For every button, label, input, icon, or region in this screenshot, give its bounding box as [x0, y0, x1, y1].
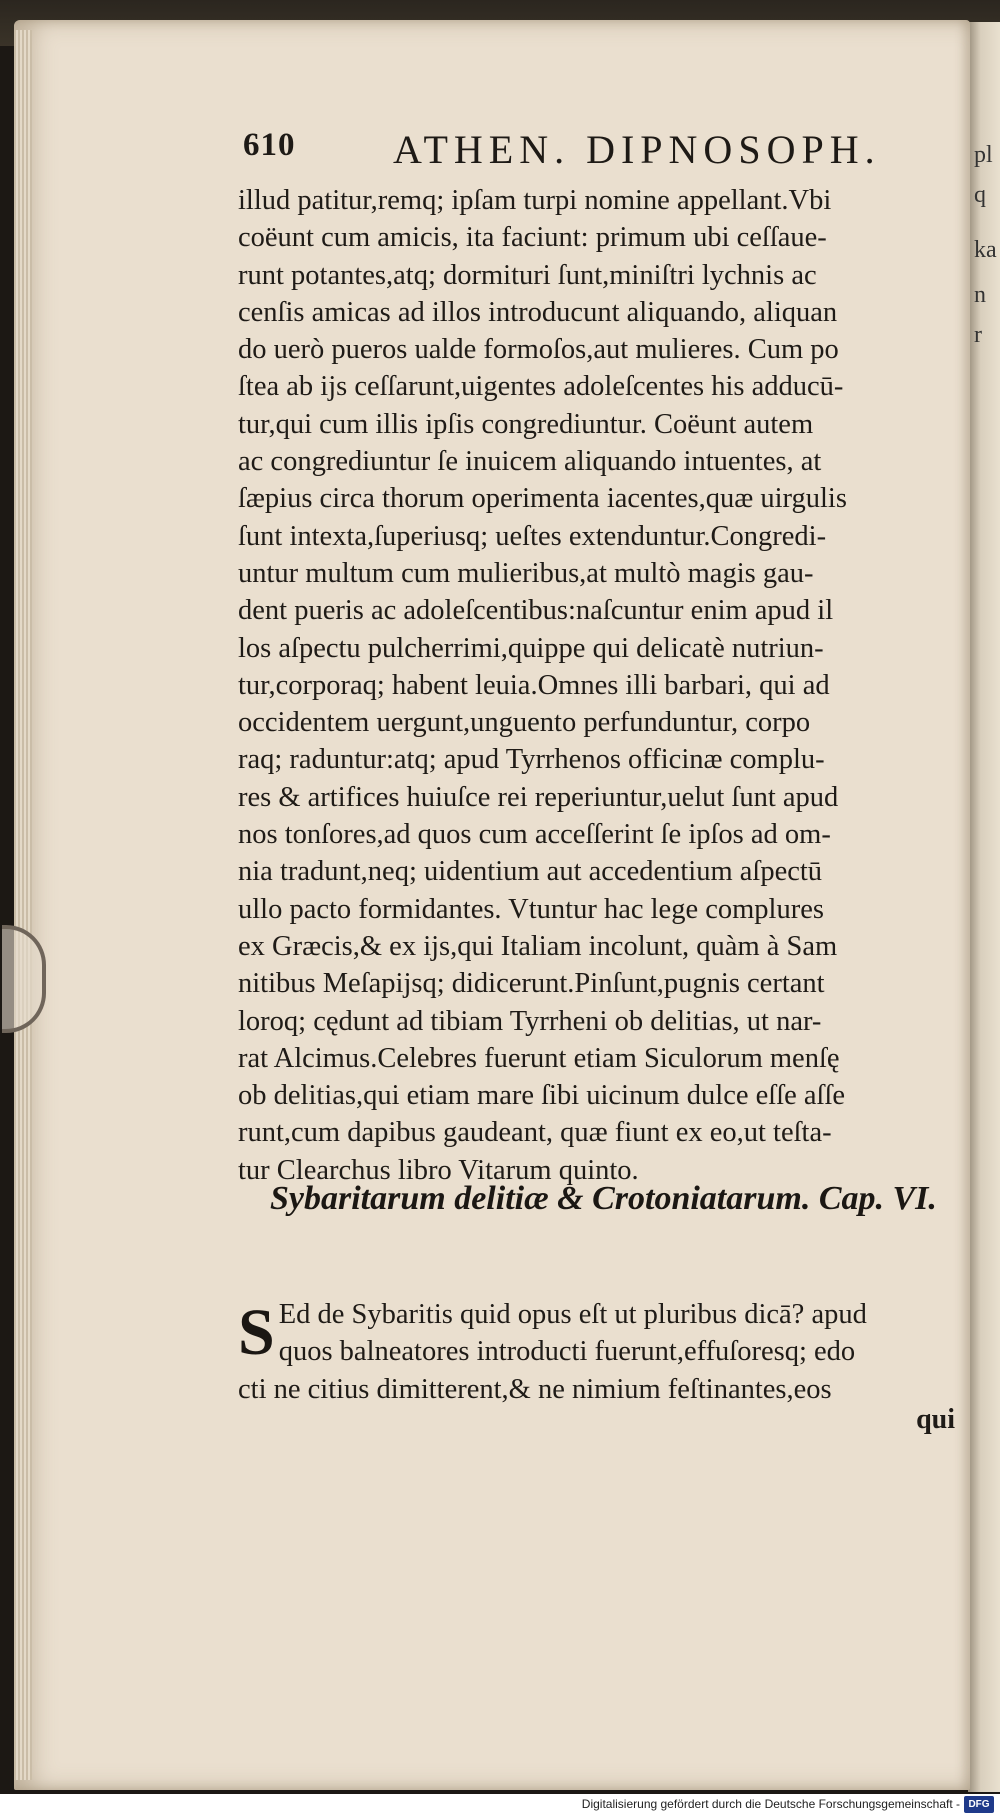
text-line: runt,cum dapibus gaudeant, quæ fiunt ex eo,ut teſta-	[238, 1117, 832, 1149]
text-line: coëunt cum amicis, ita faciunt: primum ubi ceſſaue-	[238, 222, 827, 254]
text-line: ſæpius circa thorum operimenta iacentes,quæ uirgulis	[238, 483, 847, 515]
adjacent-page-fragment: pl	[974, 142, 993, 168]
text-line: ſtea ab ijs ceſſarunt,uigentes adoleſcentes his adducū-	[238, 371, 844, 403]
text-line: cti ne citius dimitterent,& ne nimium feſtinantes,eos	[238, 1373, 832, 1405]
text-line: Ed de Sybaritis quid opus eſt ut pluribus dicā? apud	[278, 1299, 867, 1330]
adjacent-page-fragment: q	[974, 182, 986, 208]
text-line: ſunt intexta,ſuperiusq; ueſtes extenduntur.Congredi-	[238, 520, 827, 552]
adjacent-page-edge	[968, 22, 1000, 1792]
body-text	[238, 182, 958, 1189]
adjacent-page-fragment: ka	[974, 237, 997, 263]
text-line: nos tonſores,ad quos cum acceſſerint ſe ipſos ad om-	[238, 819, 831, 851]
text-line: quos balneatores introducti fuerunt,effuſoresq; edo	[278, 1336, 856, 1368]
text-line: untur multum cum mulieribus,at multò magis gau-	[238, 557, 814, 589]
text-line: cenſis amicas ad illos introducunt aliquando, aliquan	[238, 296, 838, 328]
text-line: res & artifices huiuſce rei reperiuntur,uelut ſunt apud	[238, 781, 839, 813]
text-line: ex Græcis,& ex ijs,qui Italiam incolunt, quàm à Sam	[238, 930, 838, 962]
text-line: los aſpectu pulcherrimi,quippe qui delicatè nutriun-	[238, 632, 824, 664]
text-line: do uerò pueros ualde formoſos,aut mulieres. Cum po	[238, 334, 839, 366]
text-line: dent pueris ac adoleſcentibus:naſcuntur enim apud il	[238, 595, 834, 627]
page-stack-edge	[14, 30, 32, 1780]
text-line: rat Alcimus.Celebres fuerunt etiam Siculorum menſę	[238, 1042, 840, 1074]
adjacent-page-fragment: n	[974, 282, 986, 308]
text-line: runt potantes,atq; dormituri ſunt,miniſtri lychnis ac	[238, 259, 817, 291]
chapter-heading: Sybaritarum delitiæ & Crotoniatarum. Cap. VI.	[270, 1180, 937, 1217]
text-line: ullo pacto formidantes. Vtuntur hac lege complures	[238, 893, 824, 925]
text-line: ob delitias,qui etiam mare ſibi uicinum dulce eſſe aſſe	[238, 1080, 846, 1112]
catchword: qui	[916, 1404, 955, 1435]
text-line: loroq; cędunt ad tibiam Tyrrheni ob delitias, ut nar-	[238, 1005, 822, 1037]
section-text	[238, 1296, 958, 1408]
text-line: ac congrediuntur ſe inuicem aliquando intuentes, at	[238, 446, 822, 478]
text-line: illud patitur,remq; ipſam turpi nomine appellant.Vbi	[238, 185, 832, 216]
dfg-logo-icon: DFG	[964, 1796, 994, 1813]
adjacent-page-fragment: r	[974, 322, 982, 348]
page-number: 610	[243, 127, 296, 163]
text-line: tur Clearchus libro Vitarum quinto.	[238, 1154, 639, 1186]
running-title: ATHEN. DIPNOSOPH.	[393, 127, 881, 172]
text-line: raq; raduntur:atq; apud Tyrrhenos officinæ complu-	[238, 744, 825, 776]
digitization-footer	[0, 1794, 1000, 1817]
text-line: tur,qui cum illis ipſis congrediuntur. Coëunt autem	[238, 408, 814, 440]
text-line: occidentem uergunt,unguento perfunduntur, corpo	[238, 707, 811, 739]
page-header	[243, 113, 943, 173]
text-line: tur,corporaq; habent leuia.Omnes illi barbari, qui ad	[238, 669, 830, 701]
text-line: nia tradunt,neq; uidentium aut accedentium aſpectū	[238, 856, 823, 888]
drop-cap: S	[238, 1296, 275, 1369]
funding-credit: Digitalisierung gefördert durch die Deutsche Forschungsgemeinschaft -	[581, 1797, 960, 1811]
text-line: nitibus Meſapijsq; didicerunt.Pinſunt,pugnis certant	[238, 968, 825, 1000]
